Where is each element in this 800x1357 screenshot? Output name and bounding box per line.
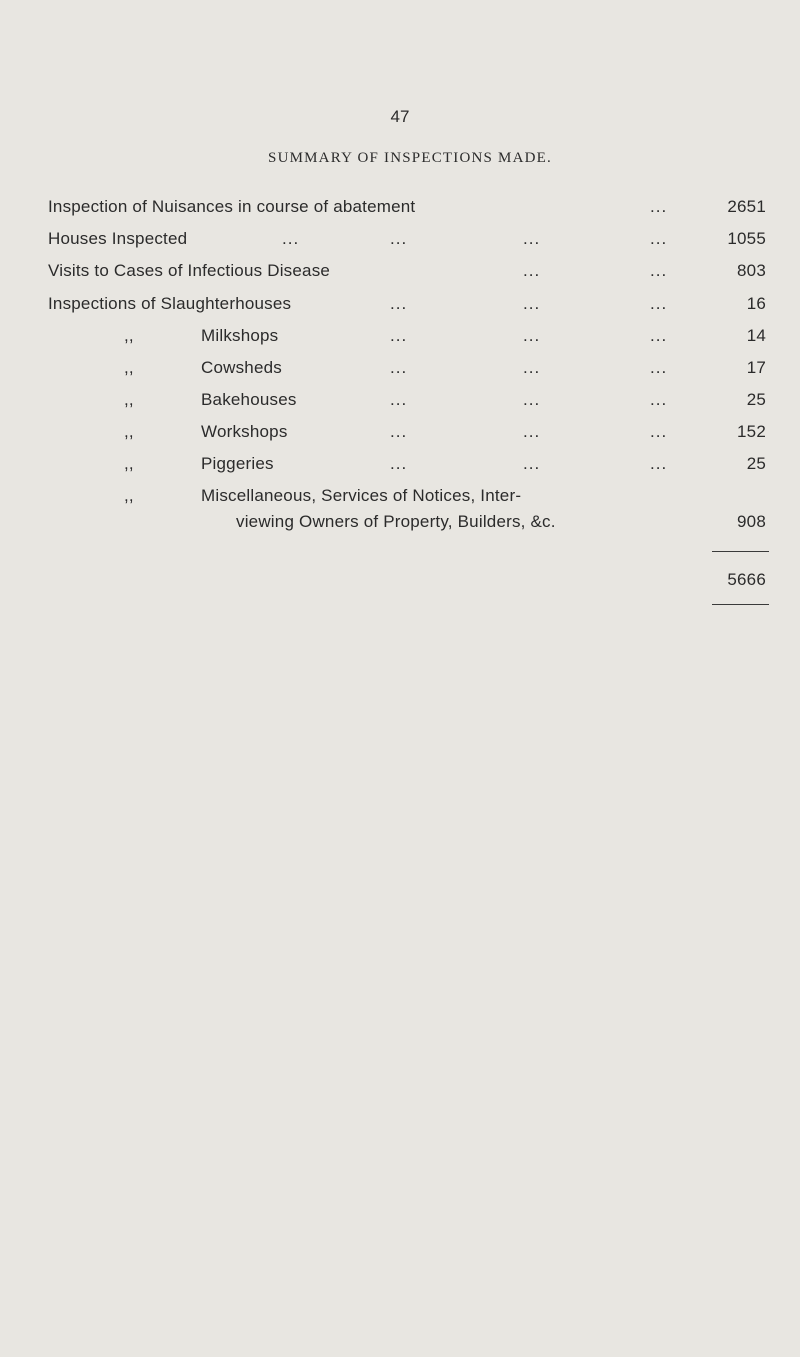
leader-dots: ...	[282, 229, 300, 248]
ditto-mark: ,,	[124, 326, 134, 345]
page-number: 47	[390, 107, 410, 126]
leader-dots: ...	[523, 358, 541, 377]
row-value: 152	[737, 422, 766, 441]
leader-dots: ...	[390, 422, 408, 441]
page-title: SUMMARY OF INSPECTIONS MADE.	[268, 150, 552, 166]
leader-dots: ...	[650, 294, 668, 313]
row-value: 25	[746, 454, 766, 473]
leader-dots: ...	[523, 229, 541, 248]
leader-dots: ...	[650, 261, 668, 280]
table-row	[0, 390, 800, 418]
table-row	[0, 358, 800, 386]
row-label: Inspections of Slaughterhouses	[48, 294, 292, 313]
row-label: Miscellaneous, Services of Notices, Inter-	[201, 486, 522, 505]
table-row	[0, 261, 800, 289]
table-row	[0, 454, 800, 482]
table-row	[0, 294, 800, 322]
divider	[712, 551, 769, 552]
leader-dots: ...	[523, 294, 541, 313]
row-value: 17	[746, 358, 766, 377]
row-label: Workshops	[201, 422, 288, 441]
row-label-continuation: viewing Owners of Property, Builders, &c.	[236, 512, 556, 531]
row-value: 803	[737, 261, 766, 280]
row-label: Houses Inspected	[48, 229, 188, 248]
row-value: 14	[746, 326, 766, 345]
leader-dots: ...	[650, 326, 668, 345]
table-row	[0, 229, 800, 257]
leader-dots: ...	[523, 390, 541, 409]
ditto-mark: ,,	[124, 454, 134, 473]
ditto-mark: ,,	[124, 486, 134, 505]
leader-dots: ...	[390, 326, 408, 345]
leader-dots: ...	[650, 229, 668, 248]
total-row	[0, 570, 800, 598]
leader-dots: ...	[650, 358, 668, 377]
row-label: Inspection of Nuisances in course of abatement	[48, 197, 416, 216]
ditto-mark: ,,	[124, 390, 134, 409]
leader-dots: ...	[523, 454, 541, 473]
row-value: 2651	[727, 197, 766, 216]
ditto-mark: ,,	[124, 358, 134, 377]
ditto-mark: ,,	[124, 422, 134, 441]
table-row	[0, 486, 800, 514]
leader-dots: ...	[390, 358, 408, 377]
total-value: 5666	[727, 570, 766, 589]
leader-dots: ...	[523, 422, 541, 441]
row-value: 908	[737, 512, 766, 531]
row-label: Piggeries	[201, 454, 274, 473]
table-row	[0, 326, 800, 354]
leader-dots: ...	[390, 390, 408, 409]
row-label: Bakehouses	[201, 390, 297, 409]
divider	[712, 604, 769, 605]
leader-dots: ...	[390, 229, 408, 248]
leader-dots: ...	[650, 197, 668, 216]
row-label: Cowsheds	[201, 358, 282, 377]
leader-dots: ...	[523, 261, 541, 280]
row-value: 1055	[727, 229, 766, 248]
table-row	[0, 422, 800, 450]
leader-dots: ...	[390, 454, 408, 473]
row-value: 25	[746, 390, 766, 409]
row-label: Milkshops	[201, 326, 279, 345]
table-row	[0, 512, 800, 540]
leader-dots: ...	[650, 454, 668, 473]
leader-dots: ...	[650, 390, 668, 409]
leader-dots: ...	[523, 326, 541, 345]
leader-dots: ...	[390, 294, 408, 313]
row-value: 16	[746, 294, 766, 313]
row-label: Visits to Cases of Infectious Disease	[48, 261, 331, 280]
leader-dots: ...	[650, 422, 668, 441]
table-row	[0, 197, 800, 225]
